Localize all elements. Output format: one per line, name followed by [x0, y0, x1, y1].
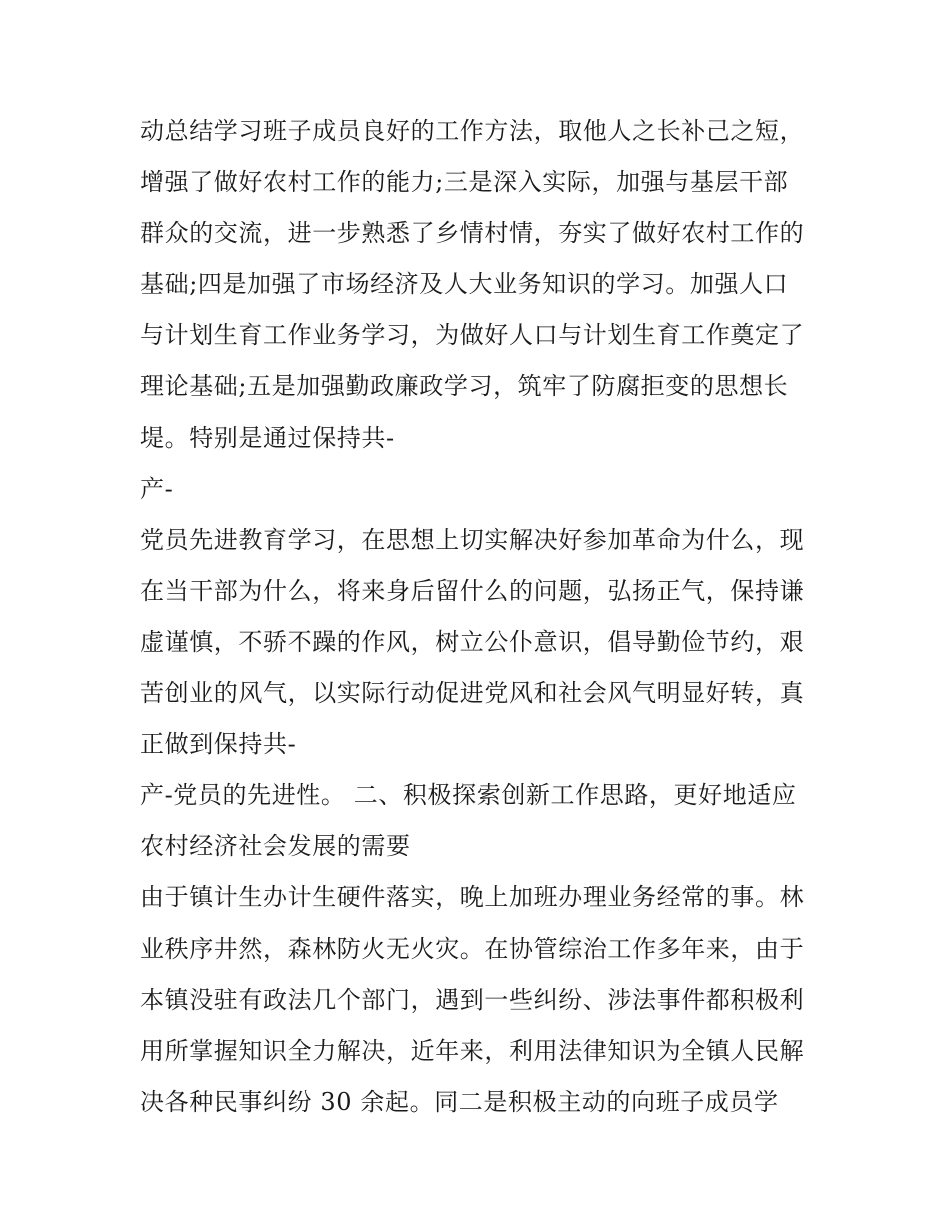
text-line: 虚谨慎，不骄不躁的作风，树立公仆意识，倡导勤俭节约，艰	[140, 627, 805, 656]
text-line: 与计划生育工作业务学习，为做好人口与计划生育工作奠定了	[140, 321, 805, 350]
section-heading-line: 产-党员的先进性。 二、积极探索创新工作思路，更好地适应	[140, 781, 797, 810]
text-line: 群众的交流，进一步熟悉了乡情村情，夯实了做好农村工作的	[140, 219, 805, 248]
text-line: 党员先进教育学习，在思想上切实解决好参加革命为什么，现	[140, 525, 805, 554]
text-line: 正做到保持共-	[140, 730, 297, 759]
text-line: 在当干部为什么，将来身后留什么的问题，弘扬正气，保持谦	[140, 576, 805, 605]
text-line: 苦创业的风气，以实际行动促进党风和社会风气明显好转，真	[140, 679, 805, 708]
text-line: 决各种民事纠纷 30 余起。同二是积极主动的向班子成员学	[140, 1087, 779, 1116]
section-heading-line: 农村经济社会发展的需要	[140, 832, 411, 861]
text-line: 理论基础;五是加强勤政廉政学习，筑牢了防腐拒变的思想长	[140, 372, 789, 401]
text-line: 动总结学习班子成员良好的工作方法，取他人之长补己之短，	[140, 117, 805, 145]
text-line: 堤。特别是通过保持共-	[140, 423, 395, 452]
text-line: 业秩序井然，森林防火无火灾。在协管综治工作多年来，由于	[140, 934, 805, 963]
text-line: 由于镇计生办计生硬件落实，晚上加班办理业务经常的事。林	[140, 883, 805, 912]
text-line: 用所掌握知识全力解决，近年来，利用法律知识为全镇人民解	[140, 1036, 805, 1065]
text-line: 产-	[140, 474, 174, 503]
text-line: 本镇没驻有政法几个部门，遇到一些纠纷、涉法事件都积极利	[140, 985, 805, 1014]
body-text	[140, 106, 820, 1128]
text-line: 基础;四是加强了市场经济及人大业务知识的学习。加强人口	[140, 270, 789, 299]
text-line: 增强了做好农村工作的能力;三是深入实际，加强与基层干部	[140, 168, 789, 197]
